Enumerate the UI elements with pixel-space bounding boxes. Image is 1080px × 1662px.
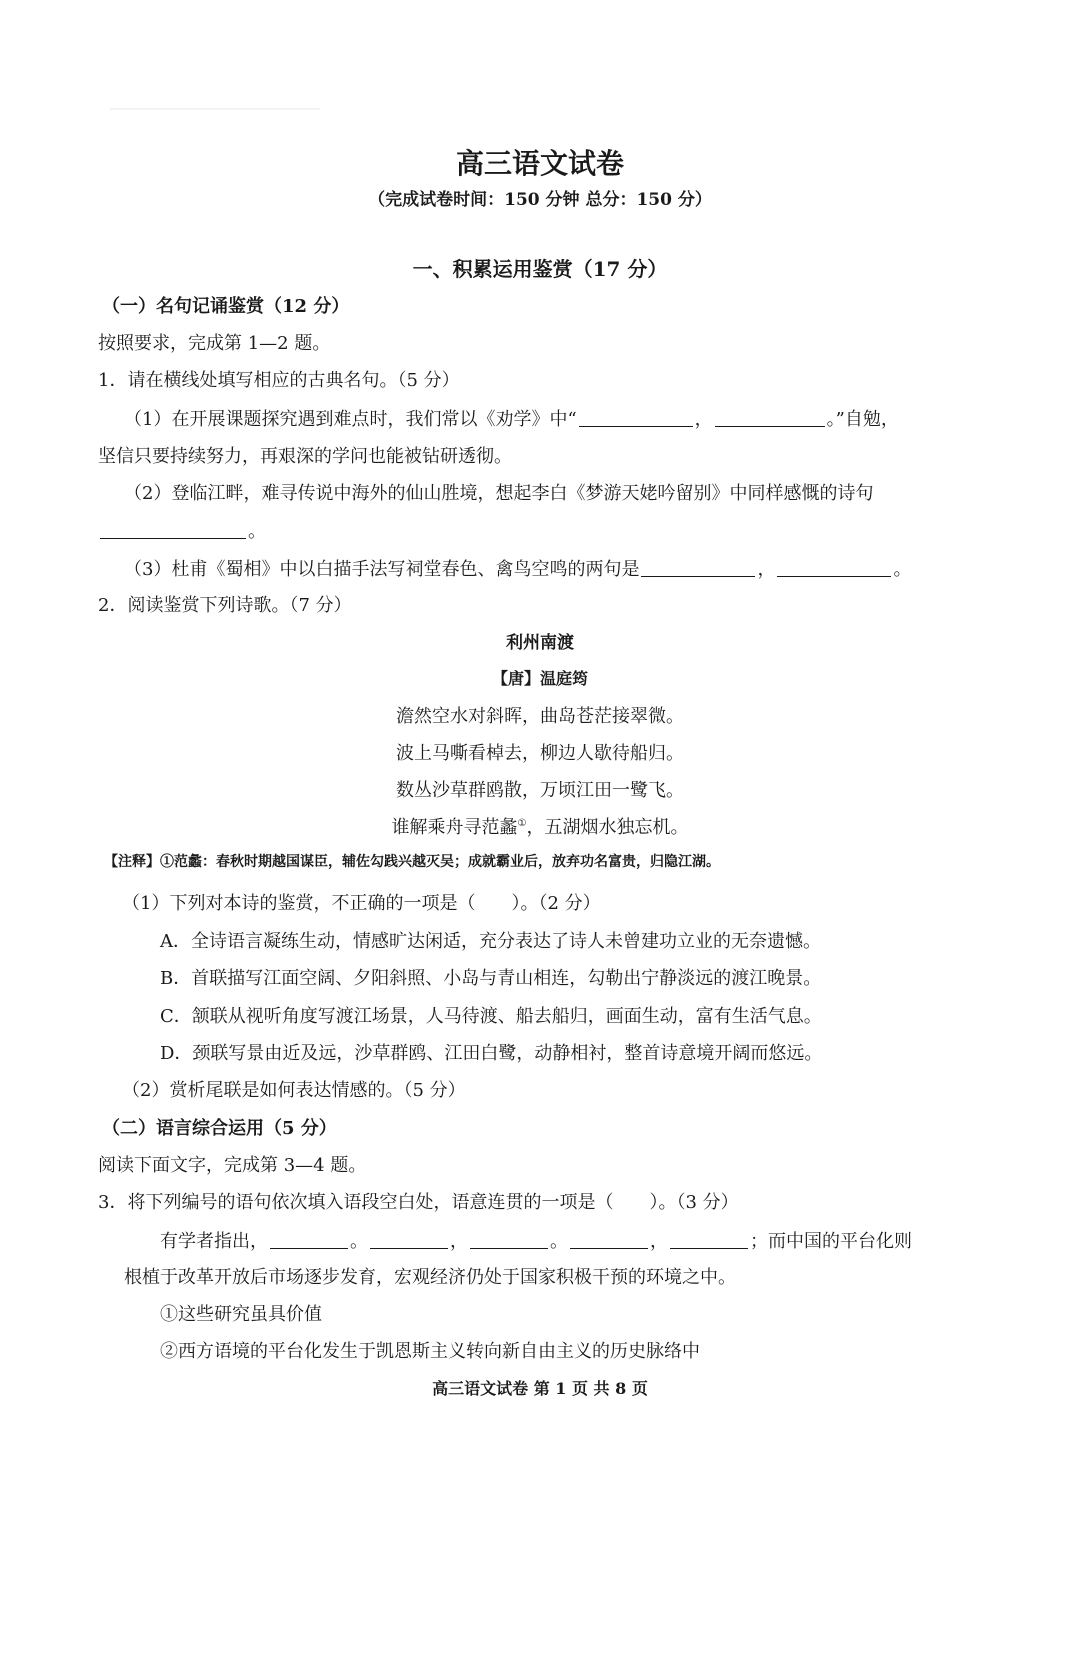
part2-instruction: 阅读下面文字，完成第 3—4 题。 [98, 1155, 367, 1176]
part1-heading: （一）名句记诵鉴赏（12 分） [102, 296, 350, 317]
poem-title: 利州南渡 [506, 633, 574, 653]
q1-item1: （1）在开展课题探究遇到难点时，我们常以《劝学》中“ ， 。”自勉， [124, 409, 899, 430]
option-d: D．颈联写景由近及远，沙草群鸥、江田白鹭，动静相衬，整首诗意境开阔而悠远。 [160, 1043, 823, 1064]
q3-option-1: ①这些研究虽具价值 [160, 1304, 322, 1325]
q3-stem: 3．将下列编号的语句依次填入语段空白处，语意连贯的一项是（ ）。（3 分） [98, 1192, 739, 1213]
footnote-marker: ① [517, 818, 527, 829]
q1-item2: （2）登临江畔，难寻传说中海外的仙山胜境，想起李白《梦游天姥吟留别》中同样感慨的诗句 [124, 483, 874, 504]
answer-blank[interactable] [370, 1232, 448, 1249]
poem-line: 波上马嘶看棹去，柳边人歇待船归。 [396, 743, 684, 764]
q3-option-2: ②西方语境的平台化发生于凯恩斯主义转向新自由主义的历史脉络中 [160, 1341, 700, 1362]
scan-artifact [110, 108, 320, 110]
page-title: 高三语文试卷 [455, 147, 624, 180]
answer-blank[interactable] [715, 410, 825, 427]
part2-heading: （二）语言综合运用（5 分） [102, 1118, 337, 1139]
answer-blank[interactable] [100, 522, 246, 539]
answer-blank[interactable] [670, 1232, 748, 1249]
answer-blank[interactable] [641, 560, 755, 577]
q2-sub2: （2）赏析尾联是如何表达情感的。（5 分） [122, 1080, 466, 1101]
part1-instruction: 按照要求，完成第 1—2 题。 [98, 333, 331, 354]
option-b: B．首联描写江面空阔、夕阳斜照、小岛与青山相连，勾勒出宁静淡远的渡江晚景。 [160, 968, 822, 989]
poem-line: 谁解乘舟寻范蠡①，五湖烟水独忘机。 [391, 817, 689, 838]
exam-subtitle: （完成试卷时间：150 分钟 总分：150 分） [368, 190, 712, 210]
answer-blank[interactable] [579, 410, 693, 427]
poem-line: 数丛沙草群鸥散，万顷江田一鹭飞。 [396, 780, 684, 801]
poem-line: 澹然空水对斜晖，曲岛苍茫接翠微。 [396, 706, 684, 727]
q1-stem: 1．请在横线处填写相应的古典名句。（5 分） [98, 370, 460, 391]
q2-stem: 2．阅读鉴赏下列诗歌。（7 分） [98, 595, 352, 616]
q3-paragraph: 有学者指出， 。 ， 。 ， ；而中国的平台化则 [160, 1231, 912, 1252]
page-footer: 高三语文试卷 第 1 页 共 8 页 [432, 1379, 648, 1398]
q2-sub1: （1）下列对本诗的鉴赏，不正确的一项是（ ）。（2 分） [122, 893, 601, 914]
answer-blank[interactable] [270, 1232, 348, 1249]
option-a: A．全诗语言凝练生动，情感旷达闲适，充分表达了诗人未曾建功立业的无奈遗憾。 [160, 931, 821, 952]
section-heading: 一、积累运用鉴赏（17 分） [412, 257, 668, 281]
poem-author: 【唐】温庭筠 [491, 669, 588, 688]
q3-paragraph-continued: 根植于改革开放后市场逐步发育，宏观经济仍处于国家积极干预的环境之中。 [124, 1267, 736, 1288]
answer-blank[interactable] [777, 560, 891, 577]
option-c: C．颔联从视听角度写渡江场景，人马待渡、船去船归，画面生动，富有生活气息。 [160, 1006, 822, 1027]
q1-item1-continued: 坚信只要持续努力，再艰深的学问也能被钻研透彻。 [98, 446, 512, 467]
answer-blank[interactable] [570, 1232, 648, 1249]
answer-blank[interactable] [470, 1232, 548, 1249]
q1-item2-answer: 。 [98, 522, 266, 541]
poem-note: 【注释】①范蠡：春秋时期越国谋臣，辅佐勾践兴越灭吴；成就霸业后，放弃功名富贵，归隐江湖。 [104, 854, 720, 870]
q1-item3: （3）杜甫《蜀相》中以白描手法写祠堂春色、禽鸟空鸣的两句是 ， 。 [124, 559, 912, 580]
